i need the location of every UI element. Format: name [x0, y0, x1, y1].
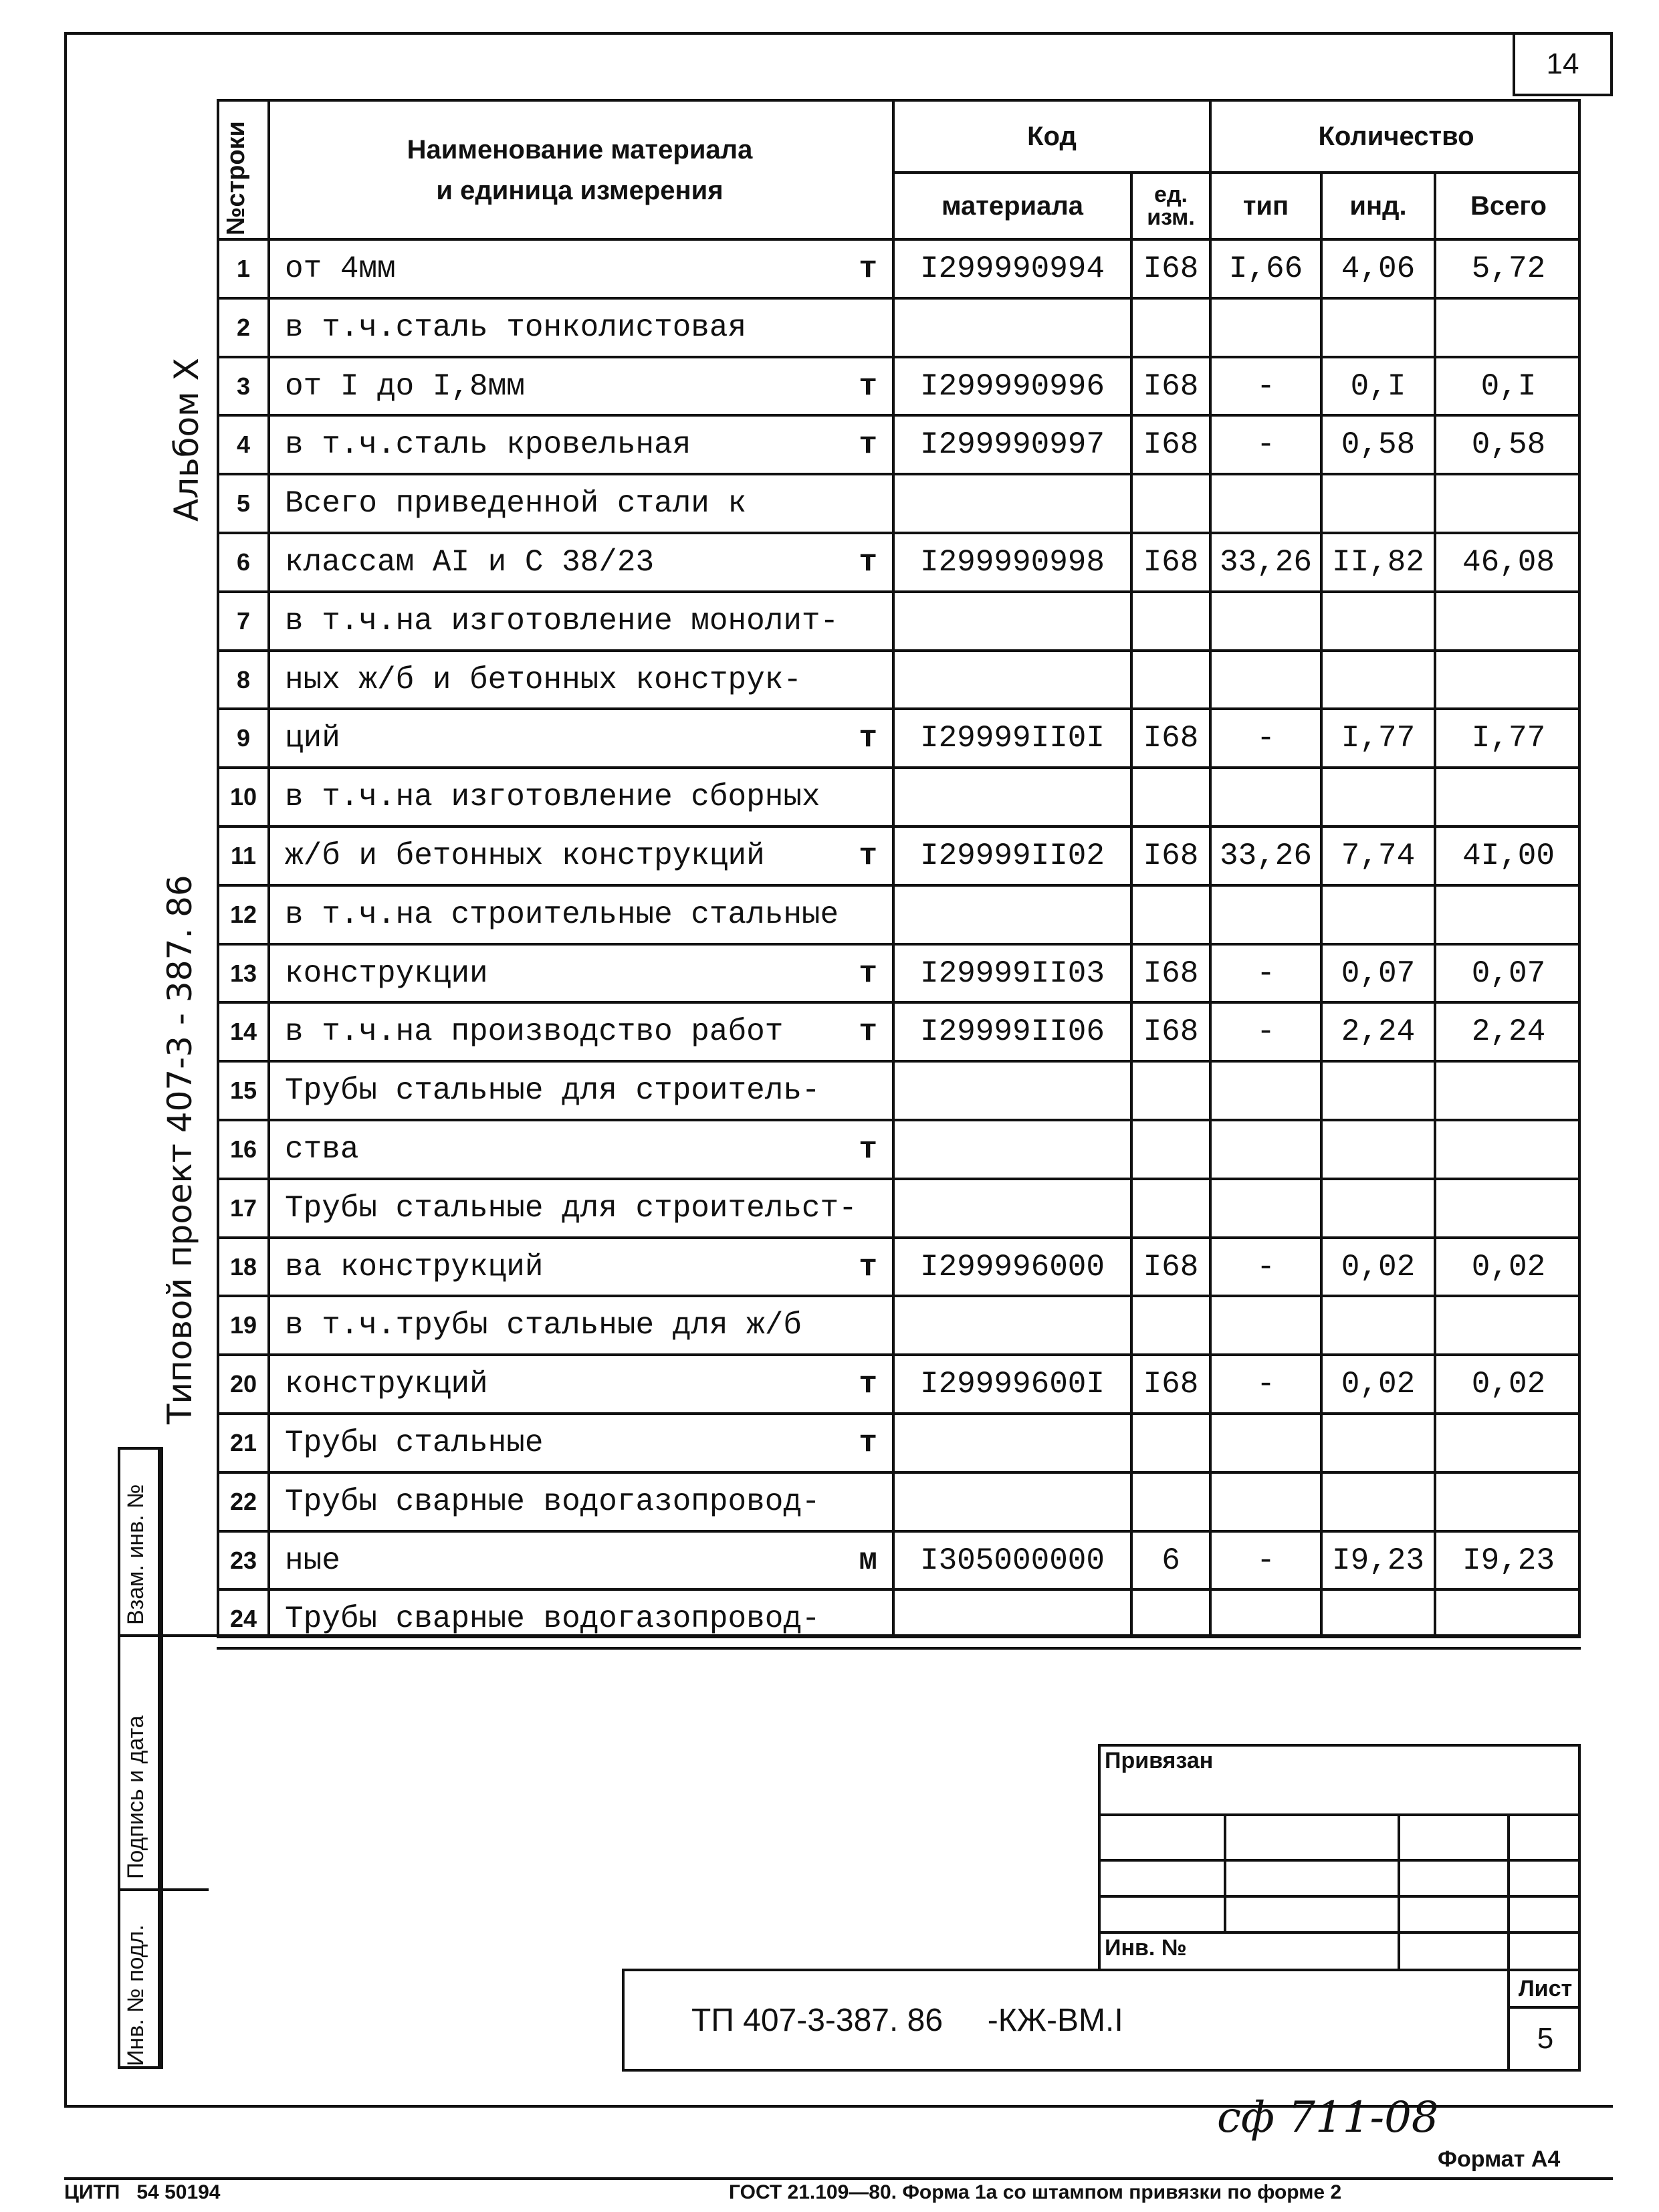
material-name-cell	[270, 828, 892, 884]
privyazan-label: Привязан	[1105, 1748, 1214, 1773]
qty-type: -	[1256, 1543, 1275, 1578]
material-unit: т	[859, 1426, 877, 1460]
unit-code	[1133, 652, 1209, 708]
privyazan-divider	[1398, 1813, 1400, 1971]
left-stamp-divider	[118, 1888, 209, 1891]
material-unit: м	[859, 1543, 877, 1578]
qty-ind: 2,24	[1341, 1014, 1416, 1049]
code-unit-header	[1133, 174, 1209, 238]
material-name-cell	[270, 1004, 892, 1060]
qty-ind: 0,I	[1350, 369, 1406, 404]
material-name: Трубы стальные для строитель-	[285, 1073, 820, 1108]
material-name: ные	[285, 1543, 340, 1578]
row-line	[217, 1647, 1581, 1650]
material-name-cell	[270, 358, 892, 415]
material-code: I29999II02	[919, 839, 1105, 873]
row-number: 22	[229, 1488, 257, 1515]
qty-ind: 0,02	[1341, 1367, 1416, 1402]
unit-code	[1133, 1297, 1209, 1353]
material-code: I29999II0I	[919, 721, 1105, 756]
handwritten-note: сф 711-08	[1217, 2093, 1439, 2142]
unit-code	[1133, 300, 1209, 356]
material-unit: т	[859, 427, 877, 462]
row-number: 15	[229, 1077, 257, 1104]
material-name-cell	[270, 887, 892, 943]
qty-total: 46,08	[1462, 545, 1555, 580]
qty-ind: II,82	[1331, 545, 1425, 580]
material-name-cell	[270, 300, 892, 356]
footer-left: ЦИТП 54 50194	[64, 2181, 221, 2203]
material-name: в т.ч.сталь кровельная	[285, 427, 691, 462]
material-name-cell	[270, 1474, 892, 1530]
qty-ind	[1323, 1415, 1434, 1471]
qty-type	[1212, 652, 1320, 708]
unit-code: I68	[1143, 369, 1199, 404]
qty-total	[1436, 1474, 1581, 1530]
qty-total	[1436, 300, 1581, 356]
stamp-top-line	[160, 1634, 1581, 1637]
qty-type-header: тип	[1242, 191, 1289, 221]
name-header-line1: Наименование материала	[407, 135, 753, 164]
qty-total: 5,72	[1471, 251, 1546, 286]
row-number: 13	[229, 960, 257, 987]
material-name: Всего приведенной стали к	[285, 486, 747, 521]
material-unit: т	[859, 1250, 877, 1285]
qty-total: 2,24	[1471, 1014, 1546, 1049]
qty-ind: 7,74	[1341, 839, 1416, 873]
left-stamp-divider	[160, 1447, 163, 2069]
material-code	[895, 887, 1130, 943]
material-name-cell	[270, 1239, 892, 1295]
qty-type: 33,26	[1219, 545, 1313, 580]
material-name-cell	[270, 1297, 892, 1353]
row-number: 5	[236, 489, 251, 517]
material-code	[895, 1474, 1130, 1530]
material-unit: т	[859, 369, 877, 404]
qty-type: I,66	[1228, 251, 1303, 286]
material-name: в т.ч.на строительные стальные	[285, 897, 839, 932]
row-number: 2	[236, 314, 251, 341]
qty-type: -	[1256, 369, 1275, 404]
unit-code	[1133, 1063, 1209, 1119]
qty-ind: I,77	[1341, 721, 1416, 756]
material-code: I299990997	[919, 427, 1105, 462]
material-code: I299990994	[919, 251, 1105, 286]
qty-ind: I9,23	[1331, 1543, 1425, 1578]
qty-type: -	[1256, 1250, 1275, 1285]
unit-code	[1133, 1180, 1209, 1236]
material-name: ства	[285, 1132, 359, 1167]
qty-total	[1436, 1297, 1581, 1353]
qty-total	[1436, 652, 1581, 708]
material-name: Трубы стальные	[285, 1426, 544, 1460]
name-header-line2: и единица измерения	[436, 176, 724, 205]
material-name: Трубы сварные водогазопровод-	[285, 1601, 820, 1636]
material-name-cell	[270, 1533, 892, 1589]
material-unit: т	[859, 721, 877, 756]
qty-total: I9,23	[1462, 1543, 1555, 1578]
unit-code: I68	[1143, 1367, 1199, 1402]
qty-type: -	[1256, 1367, 1275, 1402]
qty-type	[1212, 1297, 1320, 1353]
code-unit-line1: ед.	[1154, 182, 1188, 207]
qty-type	[1212, 593, 1320, 649]
qty-type	[1212, 1180, 1320, 1236]
project-label: Типовой проект 407-3 - 387. 86	[160, 875, 199, 1424]
material-code	[895, 475, 1130, 532]
row-number: 11	[230, 842, 257, 869]
qty-total	[1436, 593, 1581, 649]
material-unit: т	[859, 251, 877, 286]
qty-total	[1436, 1121, 1581, 1178]
row-number: 3	[236, 372, 251, 400]
material-code	[895, 1415, 1130, 1471]
row-number: 20	[229, 1370, 257, 1398]
material-unit: т	[859, 1132, 877, 1167]
qty-type: -	[1256, 956, 1275, 991]
material-name-cell	[270, 534, 892, 590]
qty-total: 0,I	[1480, 369, 1537, 404]
material-name: в т.ч.сталь тонколистовая	[285, 310, 747, 345]
qty-total	[1436, 1415, 1581, 1471]
row-number: 21	[229, 1429, 257, 1456]
qty-total	[1436, 887, 1581, 943]
material-name: конструкции	[285, 956, 488, 991]
qty-ind	[1323, 1180, 1434, 1236]
footer-right: ГОСТ 21.109—80. Форма 1а со штампом привязки по форме 2	[729, 2181, 1342, 2203]
material-code: I299996000	[919, 1250, 1105, 1285]
inv-no-label: Инв. №	[1105, 1935, 1187, 1961]
material-unit: т	[859, 1367, 877, 1402]
row-number: 12	[229, 901, 257, 928]
qty-ind	[1323, 1063, 1434, 1119]
material-name: ных ж/б и бетонных конструк-	[285, 663, 802, 697]
material-name-cell	[270, 710, 892, 766]
row-number: 10	[229, 783, 257, 810]
material-name: в т.ч.на производство работ	[285, 1014, 784, 1049]
quantity-header: Количество	[1318, 121, 1474, 151]
qty-total	[1436, 769, 1581, 825]
qty-type	[1212, 1474, 1320, 1530]
qty-ind	[1323, 475, 1434, 532]
material-name-cell	[270, 769, 892, 825]
material-code	[895, 1121, 1130, 1178]
material-code: I29999600I	[919, 1367, 1105, 1402]
material-name-cell	[270, 417, 892, 473]
name-header	[270, 127, 889, 214]
qty-type	[1212, 475, 1320, 532]
material-code	[895, 1063, 1130, 1119]
material-unit: т	[859, 1014, 877, 1049]
qty-ind-header: инд.	[1349, 191, 1407, 221]
code-header: Код	[1027, 121, 1077, 151]
qty-ind	[1323, 1474, 1434, 1530]
row-number: 23	[229, 1547, 257, 1574]
material-name: в т.ч.трубы стальные для ж/б	[285, 1308, 802, 1343]
material-name-cell	[270, 1356, 892, 1412]
qty-total	[1436, 1063, 1581, 1119]
unit-code: I68	[1143, 545, 1199, 580]
unit-code	[1133, 1591, 1209, 1647]
material-code	[895, 1297, 1130, 1353]
material-name: конструкций	[285, 1367, 488, 1402]
material-unit: т	[859, 956, 877, 991]
album-label: Альбом X	[167, 358, 206, 522]
qty-ind	[1323, 1121, 1434, 1178]
row-number-header: №строки	[222, 121, 250, 235]
format-label: Формат А4	[1438, 2146, 1561, 2172]
qty-ind: 4,06	[1341, 251, 1416, 286]
material-code: I29999II03	[919, 956, 1105, 991]
material-name: Трубы стальные для строительст-	[285, 1191, 857, 1226]
sheet-label: Лист	[1518, 1975, 1573, 2001]
qty-type	[1212, 769, 1320, 825]
material-name: классам АI и С 38/23	[285, 545, 655, 580]
qty-ind	[1323, 1297, 1434, 1353]
row-number: 19	[229, 1311, 257, 1339]
qty-type	[1212, 1121, 1320, 1178]
document-designation: ТП 407-3-387. 86 -КЖ-ВМ.I	[691, 2002, 1123, 2038]
footer-line	[64, 2177, 1613, 2180]
row-number: 14	[229, 1018, 257, 1045]
material-name-cell	[270, 241, 892, 297]
qty-ind: 0,07	[1341, 956, 1416, 991]
qty-ind	[1323, 300, 1434, 356]
material-name-cell	[270, 1063, 892, 1119]
unit-code: I68	[1143, 839, 1199, 873]
material-name: ций	[285, 721, 340, 756]
qty-ind	[1323, 769, 1434, 825]
qty-type: -	[1256, 1014, 1275, 1049]
qty-total-header: Всего	[1470, 191, 1547, 221]
material-name: от 4мм	[285, 251, 396, 286]
page-number: 14	[1546, 47, 1579, 80]
inv-podl-label: Инв. № подл.	[123, 1924, 148, 2066]
qty-ind	[1323, 1591, 1434, 1647]
material-name-cell	[270, 946, 892, 1002]
unit-code	[1133, 769, 1209, 825]
unit-code: I68	[1143, 427, 1199, 462]
code-material-header: материала	[941, 191, 1084, 221]
qty-total	[1436, 1591, 1581, 1647]
material-name: ж/б и бетонных конструкций	[285, 839, 765, 873]
material-name-cell	[270, 1180, 892, 1236]
qty-ind	[1323, 593, 1434, 649]
qty-type	[1212, 887, 1320, 943]
row-number: 4	[236, 431, 251, 458]
material-name: в т.ч.на изготовление монолит-	[285, 604, 839, 639]
qty-type	[1212, 300, 1320, 356]
row-number: 18	[229, 1253, 257, 1281]
material-code	[895, 652, 1130, 708]
unit-code: 6	[1162, 1543, 1180, 1578]
material-code: I29999II06	[919, 1014, 1105, 1049]
unit-code: I68	[1143, 1250, 1199, 1285]
material-name: ва конструкций	[285, 1250, 544, 1285]
material-code	[895, 1180, 1130, 1236]
sheet-number: 5	[1537, 2022, 1554, 2055]
unit-code	[1133, 475, 1209, 532]
qty-type: -	[1256, 721, 1275, 756]
material-code: I305000000	[919, 1543, 1105, 1578]
row-number: 16	[229, 1135, 257, 1163]
qty-type: -	[1256, 427, 1275, 462]
podpis-data-label: Подпись и дата	[123, 1715, 148, 1879]
material-name-cell	[270, 652, 892, 708]
row-number: 9	[236, 724, 251, 752]
row-number: 8	[236, 666, 251, 693]
material-code	[895, 300, 1130, 356]
qty-type	[1212, 1063, 1320, 1119]
material-name-cell	[270, 1415, 892, 1471]
qty-total: 0,02	[1471, 1250, 1546, 1285]
material-code: I299990996	[919, 369, 1105, 404]
unit-code	[1133, 887, 1209, 943]
material-code	[895, 1591, 1130, 1647]
material-name-cell	[270, 1121, 892, 1178]
qty-ind	[1323, 887, 1434, 943]
qty-ind: 0,58	[1341, 427, 1416, 462]
qty-total	[1436, 475, 1581, 532]
qty-total: 0,07	[1471, 956, 1546, 991]
row-number: 17	[229, 1194, 257, 1222]
material-unit: т	[859, 545, 877, 580]
qty-total: 0,58	[1471, 427, 1546, 462]
unit-code: I68	[1143, 1014, 1199, 1049]
material-name-cell	[270, 1591, 892, 1647]
unit-code	[1133, 1474, 1209, 1530]
unit-code: I68	[1143, 721, 1199, 756]
material-name: Трубы сварные водогазопровод-	[285, 1484, 820, 1519]
material-code	[895, 593, 1130, 649]
material-code: I299990998	[919, 545, 1105, 580]
row-number: 7	[236, 607, 251, 635]
unit-code	[1133, 1415, 1209, 1471]
material-name-cell	[270, 593, 892, 649]
qty-ind	[1323, 652, 1434, 708]
privyazan-divider	[1224, 1813, 1226, 1931]
privyazan-divider	[1507, 1813, 1510, 1971]
material-code	[895, 769, 1130, 825]
qty-total	[1436, 1180, 1581, 1236]
material-unit: т	[859, 839, 877, 873]
qty-total: I,77	[1471, 721, 1546, 756]
row-number: 24	[229, 1605, 257, 1632]
unit-code	[1133, 593, 1209, 649]
unit-code: I68	[1143, 956, 1199, 991]
code-unit-line2: изм.	[1147, 205, 1195, 230]
material-name: в т.ч.на изготовление сборных	[285, 780, 820, 814]
qty-ind: 0,02	[1341, 1250, 1416, 1285]
row-number: 1	[236, 255, 251, 282]
qty-total: 0,02	[1471, 1367, 1546, 1402]
qty-type: 33,26	[1219, 839, 1313, 873]
unit-code: I68	[1143, 251, 1199, 286]
qty-type	[1212, 1415, 1320, 1471]
row-number: 6	[236, 548, 251, 576]
material-name: от I до I,8мм	[285, 369, 525, 404]
vzam-inv-label: Взам. инв. №	[123, 1484, 148, 1625]
qty-type	[1212, 1591, 1320, 1647]
qty-total: 4I,00	[1462, 839, 1555, 873]
material-name-cell	[270, 475, 892, 532]
unit-code	[1133, 1121, 1209, 1178]
